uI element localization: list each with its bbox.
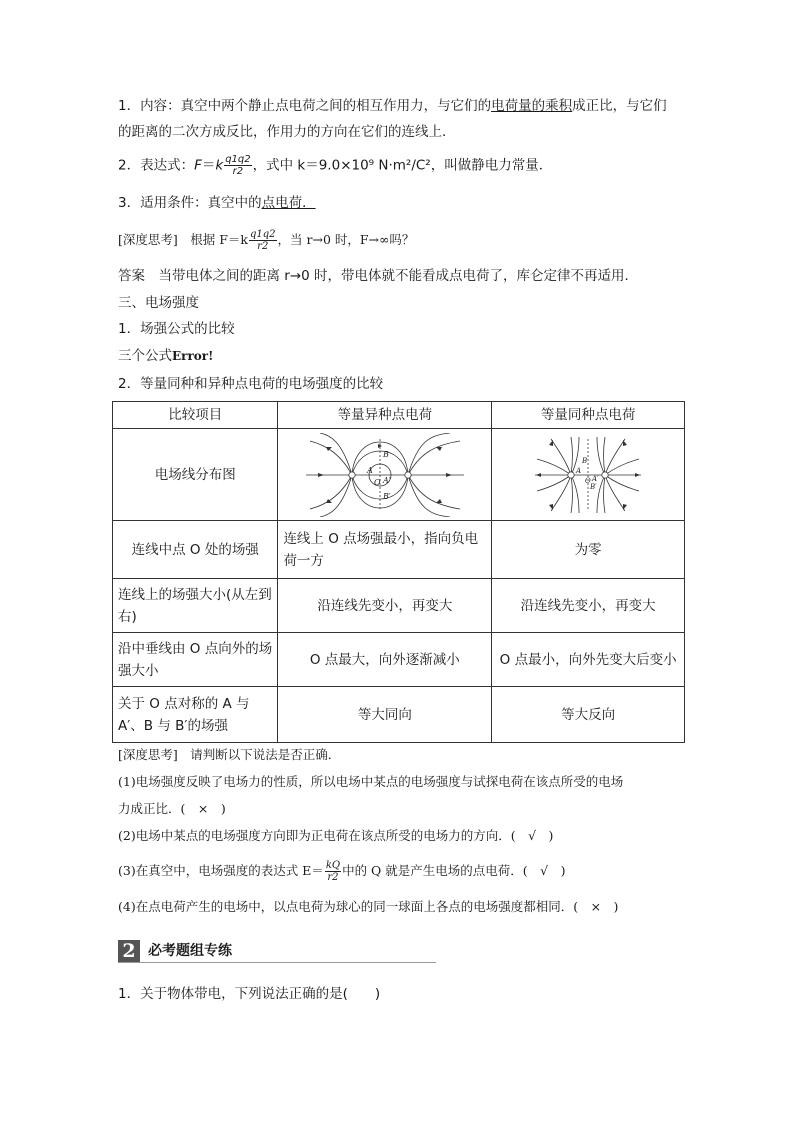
- table-cell: 连线上的场强大小(从左到右): [113, 579, 278, 633]
- positive-charge-icon: [349, 471, 355, 477]
- table-cell: 等大反向: [492, 687, 685, 743]
- section-heading-3: 三、电场强度: [118, 295, 199, 311]
- table-header-row: [113, 402, 685, 429]
- formula-fraction: [224, 154, 251, 177]
- table-cell: 连线中点 O 处的场强: [113, 521, 278, 579]
- table-cell: 为零: [492, 521, 685, 579]
- text-segment: 真空中两个静止点电荷之间的相互作用力，与它们的: [180, 98, 492, 114]
- table-cell: O 点最大，向外逐渐减小: [278, 633, 492, 687]
- like-charges-field-diagram: [533, 433, 643, 517]
- table-cell: O 点最小，向外先变大后变小: [492, 633, 685, 687]
- table-cell: 电场线分布图: [113, 429, 278, 521]
- formula-variable: F: [194, 157, 202, 174]
- label-a: A: [366, 465, 373, 475]
- label-o: O: [585, 476, 591, 485]
- formula-error-line: [118, 346, 213, 366]
- opposite-charges-field-diagram: [300, 433, 470, 517]
- label-b: B: [382, 449, 389, 459]
- content-line-1: [118, 96, 667, 116]
- table-cell: 沿连线先变小，再变大: [492, 579, 685, 633]
- fraction-numerator: q1q2: [249, 229, 276, 240]
- text-segment: 三个公式: [118, 348, 172, 364]
- formula-line: [118, 154, 552, 177]
- judgement-q4: (4)在点电荷产生的电场中，以点电荷为球心的同一球面上各点的电场强度都相同．( × ): [118, 899, 619, 914]
- header-cell: 等量异种点电荷: [278, 402, 492, 429]
- table-cell: [492, 429, 685, 521]
- text-segment: ，当 r→0 时，F→∞吗？: [277, 232, 415, 247]
- underlined-term: 电荷量的乘积: [491, 98, 573, 114]
- section-header: [118, 940, 436, 963]
- header-cell: 等量同种点电荷: [492, 402, 685, 429]
- table-row: [113, 579, 685, 633]
- content-line-2: 的距离的二次方成反比，作用力的方向在它们的连线上．: [118, 124, 456, 140]
- formula-equals: ＝: [201, 157, 216, 174]
- text-segment: 中的 Q 就是产生电场的点电荷．( √ ): [342, 863, 566, 878]
- formula-constant: k: [215, 157, 224, 174]
- header-cell: 比较项目: [113, 402, 278, 429]
- positive-charge-icon: [602, 471, 608, 477]
- table-cell: 关于 O 点对称的 A 与 A′、B 与 B′的场强: [113, 687, 278, 743]
- table-cell: 连线上 O 点场强最小，指向负电荷一方: [278, 521, 492, 579]
- label-b-prime: B′: [590, 482, 597, 491]
- section-number-badge: 2: [118, 940, 140, 962]
- formula-label: 2．表达式：: [118, 157, 195, 174]
- table-row: [113, 521, 685, 579]
- error-text: Error!: [172, 349, 214, 363]
- subheading-1: 1．场强公式的比较: [118, 321, 235, 337]
- deep-thinking-line: [118, 229, 414, 252]
- table-cell: [278, 429, 492, 521]
- table-row: [113, 429, 685, 521]
- label-b: B: [582, 456, 588, 465]
- fraction-numerator: kQ: [325, 860, 341, 871]
- condition-line: [118, 193, 316, 213]
- table-cell: 等大同向: [278, 687, 492, 743]
- text-segment: 3．适用条件：真空中的: [118, 195, 262, 211]
- formula-fraction: [325, 860, 341, 883]
- text-segment: [深度思考] 根据 F＝k: [118, 232, 248, 247]
- comparison-table: [112, 401, 685, 743]
- judgement-q2: (2)电场中某点的电场强度方向即为正电荷在该点所受的电场力的方向．( √ ): [118, 828, 554, 843]
- fraction-denominator: r2: [327, 872, 339, 883]
- negative-charge-icon: [405, 471, 411, 477]
- judgement-q1-line1: (1)电场强度反映了电场力的性质，所以电场中某点的电场强度与试探电荷在该点所受的电场: [118, 774, 624, 789]
- fraction-numerator: q1q2: [225, 154, 251, 165]
- positive-charge-icon: [568, 471, 574, 477]
- item-number-1: 1．内容: [118, 98, 168, 114]
- underlined-term: 点电荷．: [261, 195, 316, 211]
- label-a-prime: A′: [592, 474, 599, 483]
- subheading-2: 2．等量同种和异种点电荷的电场强度的比较: [118, 376, 384, 392]
- exercise-question-1: 1．关于物体带电，下列说法正确的是( ): [118, 986, 381, 1002]
- table-row: [113, 633, 685, 687]
- fraction-denominator: r2: [257, 241, 269, 252]
- section-title: 必考题组专练: [148, 943, 232, 959]
- judgement-q3: [118, 860, 566, 883]
- label-a-prime: A′: [382, 475, 391, 485]
- label-b-prime: B′: [382, 491, 391, 501]
- fraction-denominator: r2: [232, 166, 244, 177]
- formula-fraction: [249, 229, 277, 252]
- answer-line: 答案 当带电体之间的距离 r→0 时，带电体就不能看成点电荷了，库仑定律不再适用．: [118, 268, 639, 284]
- judgement-intro: [深度思考] 请判断以下说法是否正确．: [118, 747, 341, 762]
- table-row: [113, 687, 685, 743]
- label-o: O: [373, 477, 381, 487]
- label-a: A: [576, 466, 582, 475]
- formula-description: ，式中 k＝9.0×10⁹ N·m²/C²，叫做静电力常量．: [252, 157, 553, 174]
- table-cell: 沿中垂线由 O 点向外的场强大小: [113, 633, 278, 687]
- table-cell: 沿连线先变小，再变大: [278, 579, 492, 633]
- text-segment: (3)在真空中，电场强度的表达式 E＝: [118, 863, 324, 878]
- text-segment: 成正比，与它们: [572, 98, 667, 114]
- separator: ：: [167, 98, 181, 114]
- judgement-q1-line2: 力成正比．( × ): [118, 801, 226, 816]
